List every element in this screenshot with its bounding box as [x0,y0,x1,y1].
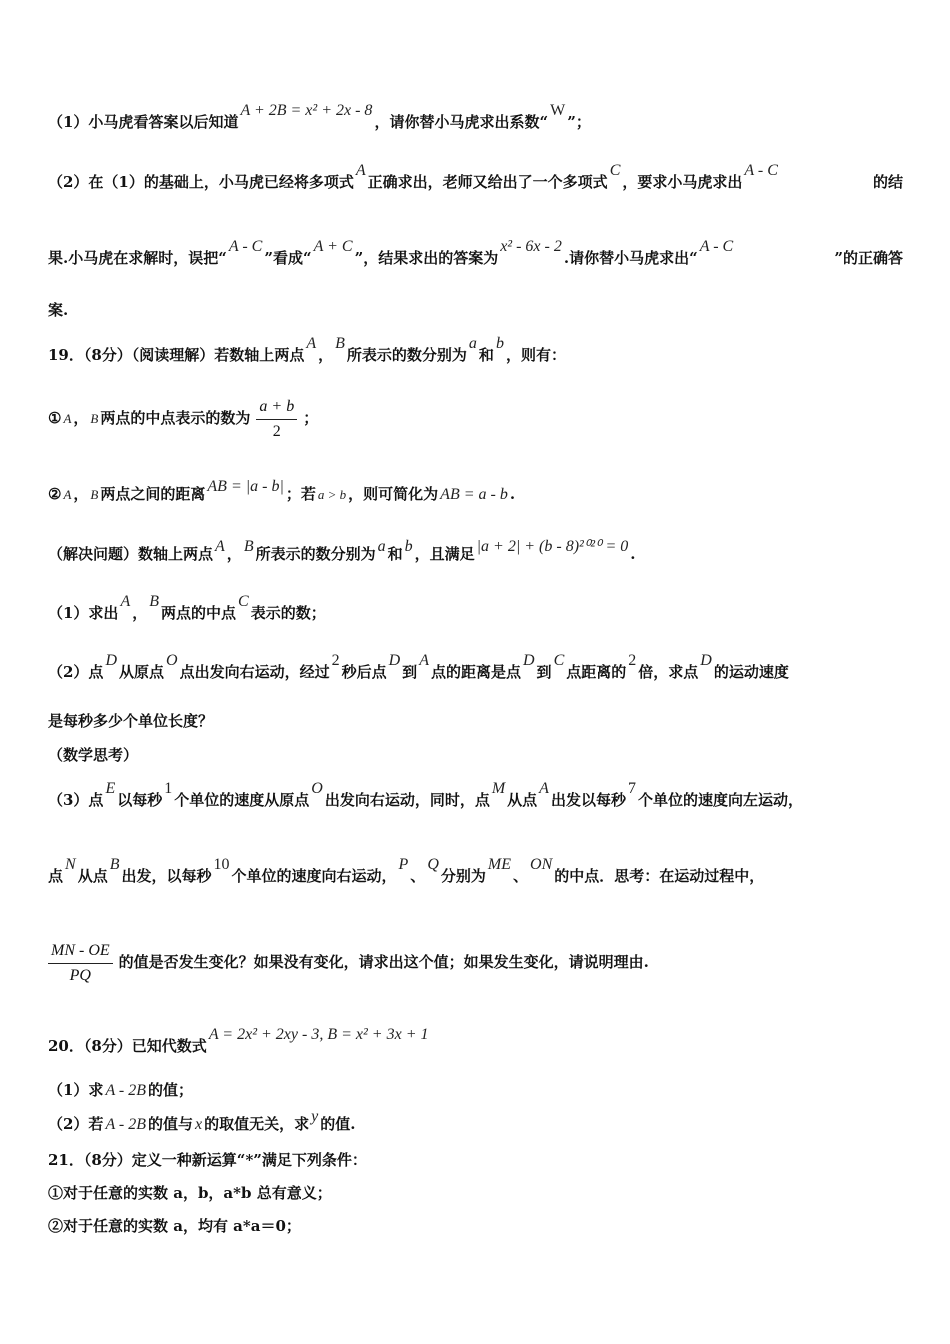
text: ， [73,485,89,503]
expr: A - 2B [105,1116,147,1133]
text: 、 [410,867,426,885]
expr: A - C [699,238,734,255]
number: 2 [628,652,637,669]
var: M [491,780,506,797]
text: ，且满足 [414,545,475,563]
text: 点的距离是点 [430,663,521,681]
var: B [149,593,160,610]
var: a [377,538,386,555]
q21-condition2 [48,1216,301,1236]
text: 21．（8分）定义一种新运算“*”满足下列条件： [48,1151,367,1169]
text: 表示的数； [250,604,326,622]
q20-part2 [48,1108,356,1135]
text: 19．（8分）（阅读理解）若数轴上两点 [48,346,305,364]
text: 秒后点 [341,663,387,681]
expr: AB = |a - b| [207,478,284,495]
text: （2）点 [48,663,104,681]
text: 两点的中点表示的数为 [100,409,251,427]
text: 个单位的速度向右运动， [231,867,397,885]
text: （数学思考） [48,746,139,764]
number: 2 [331,652,340,669]
text: ， [132,604,148,622]
q18-part1 [48,102,591,133]
text: 分别为 [440,867,486,885]
text: 两点之间的距离 [100,485,206,503]
text: （1）求出 [48,604,119,622]
numerator: a + b [256,397,297,420]
text: 到 [536,663,552,681]
var: C [238,593,249,610]
var: O [311,780,323,797]
text: 正确求出，老师又给出了一个多项式 [367,173,608,191]
var: N [65,856,76,873]
text: 的取值无关，求 [204,1115,310,1133]
var: A [419,652,429,669]
q18-part2-line2 [48,238,903,269]
number: 7 [627,780,636,797]
text: 是每秒多少个单位长度？ [48,712,214,730]
text: 倍，求点 [638,663,699,681]
text: .请你替小马虎求出“ [563,249,698,267]
text: 点距离的 [566,663,627,681]
var: P [398,856,409,873]
text: （2）在（1）的基础上，小马虎已经将多项式 [48,173,354,191]
var: B [90,411,99,426]
q19-part1 [48,593,326,624]
var: A [306,335,317,352]
q21-condition1 [48,1183,332,1203]
text: ； [303,409,319,427]
q19-part3-line1 [48,780,803,811]
var: Q [427,856,439,873]
text: 从点 [507,791,538,809]
text: ，请你替小马虎求出系数“ [374,113,549,131]
text: 所表示的数分别为 [346,346,467,364]
fraction-midpoint [256,397,297,442]
q19-rule1 [48,396,318,442]
text: ② [48,485,62,503]
text: 以每秒 [117,791,163,809]
expr: A - 2B [105,1082,147,1099]
text: 个单位的速度向左运动， [637,791,803,809]
text: ”的正确答 [834,249,903,267]
q20-intro [48,1026,430,1057]
var: a [468,335,477,352]
text: （1）求 [48,1081,104,1099]
var: A [120,593,131,610]
text: 出发向右运动，同时，点 [324,791,490,809]
number: 10 [213,856,230,873]
expr: x² - 6x - 2 [500,238,562,255]
text: 所表示的数分别为 [255,545,376,563]
var: C [553,652,565,669]
var: A [63,487,72,502]
text: ， [73,409,89,427]
text: 个单位的速度从原点 [174,791,310,809]
q19-solve [48,538,636,565]
denominator: PQ [69,966,91,984]
text: . [509,485,516,503]
var: B [335,335,345,352]
var: B [109,856,120,873]
text: （1）小马虎看答案以后知道 [48,113,239,131]
var: D [522,652,535,669]
text: 的值. [320,1115,356,1133]
text: （解决问题）数轴上两点 [48,545,214,563]
text: ”，结果求出的答案为 [354,249,499,267]
q21-intro [48,1150,367,1170]
text: （3）点 [48,791,104,809]
text: 从点 [77,867,108,885]
text: ”看成“ [264,249,312,267]
text: 出发，以每秒 [121,867,212,885]
expr: A - C [744,162,778,179]
text: . [630,545,636,563]
text: 的值与 [148,1115,194,1133]
text: 到 [402,663,418,681]
var: A [63,411,72,426]
text: ，则可简化为 [348,485,439,503]
text: 从原点 [119,663,165,681]
text: ；若 [285,485,316,503]
numerator: MN - OE [48,941,113,964]
var-c: C [609,162,621,179]
text: 的结 [872,173,903,191]
var: y [311,1108,319,1125]
text: ②对于任意的实数 a，均有 a*a＝0； [48,1217,301,1235]
text: 、 [513,867,529,885]
q18-part2-line3 [48,300,68,320]
text: 和 [478,346,494,364]
text: ① [48,409,62,427]
var: O [166,652,178,669]
equation: |a + 2| + (b - 8)²⁰²⁰ = 0 [476,538,629,555]
number: 1 [164,780,173,797]
segment: ME [487,856,511,873]
var: D [700,652,712,669]
var: x [195,1116,203,1133]
text: 点 [48,867,64,885]
text: 和 [387,545,403,563]
var: D [105,652,117,669]
var: B [243,538,254,555]
equation: A + 2B = x² + 2x - 8 [240,102,373,119]
text: 的运动速度 [713,663,789,681]
text: 出发以每秒 [550,791,626,809]
text: ， [318,346,334,364]
expr: A - C [228,238,263,255]
q19-intro [48,335,566,366]
var: D [388,652,401,669]
text: 点出发向右运动，经过 [179,663,330,681]
fraction-expression [48,941,113,986]
var: b [495,335,504,352]
var: A [215,538,225,555]
text: 两点的中点 [161,604,237,622]
var: B [90,487,99,502]
text: ， [226,545,242,563]
var-a: A [355,162,366,179]
text: 20．（8分）已知代数式 [48,1037,207,1055]
var: A [539,780,549,797]
text: 的中点．思考：在运动过程中， [554,867,765,885]
q19-part2-line2 [48,711,213,731]
expression: A = 2x² + 2xy - 3, B = x² + 3x + 1 [208,1026,429,1043]
text: 的值是否发生变化？如果没有变化，请求出这个值；如果发生变化，请说明理由. [118,953,649,971]
text: （2）若 [48,1115,104,1133]
q18-part2-line1 [48,162,903,193]
variable-w: W [550,102,566,119]
expr: A + C [313,238,353,255]
text: 果.小马虎在求解时，误把“ [48,249,227,267]
text: ，则有： [505,346,566,364]
q19-part3-line3 [42,940,649,986]
expr: AB = a - b [440,486,508,503]
var: b [404,538,413,555]
section-heading [48,745,138,765]
q19-part2-line1 [48,652,789,683]
var: E [105,780,116,797]
text: ”； [567,113,591,131]
expr: a > b [317,487,347,502]
denominator: 2 [272,422,281,440]
q19-part3-line2 [48,856,765,887]
text: ①对于任意的实数 a，b，a*b 总有意义； [48,1184,332,1202]
text: 的值； [148,1081,194,1099]
segment: ON [530,856,553,873]
q19-rule2 [48,478,516,505]
q20-part1 [48,1080,193,1101]
text: ，要求小马虎求出 [622,173,743,191]
text: 案. [48,301,69,319]
